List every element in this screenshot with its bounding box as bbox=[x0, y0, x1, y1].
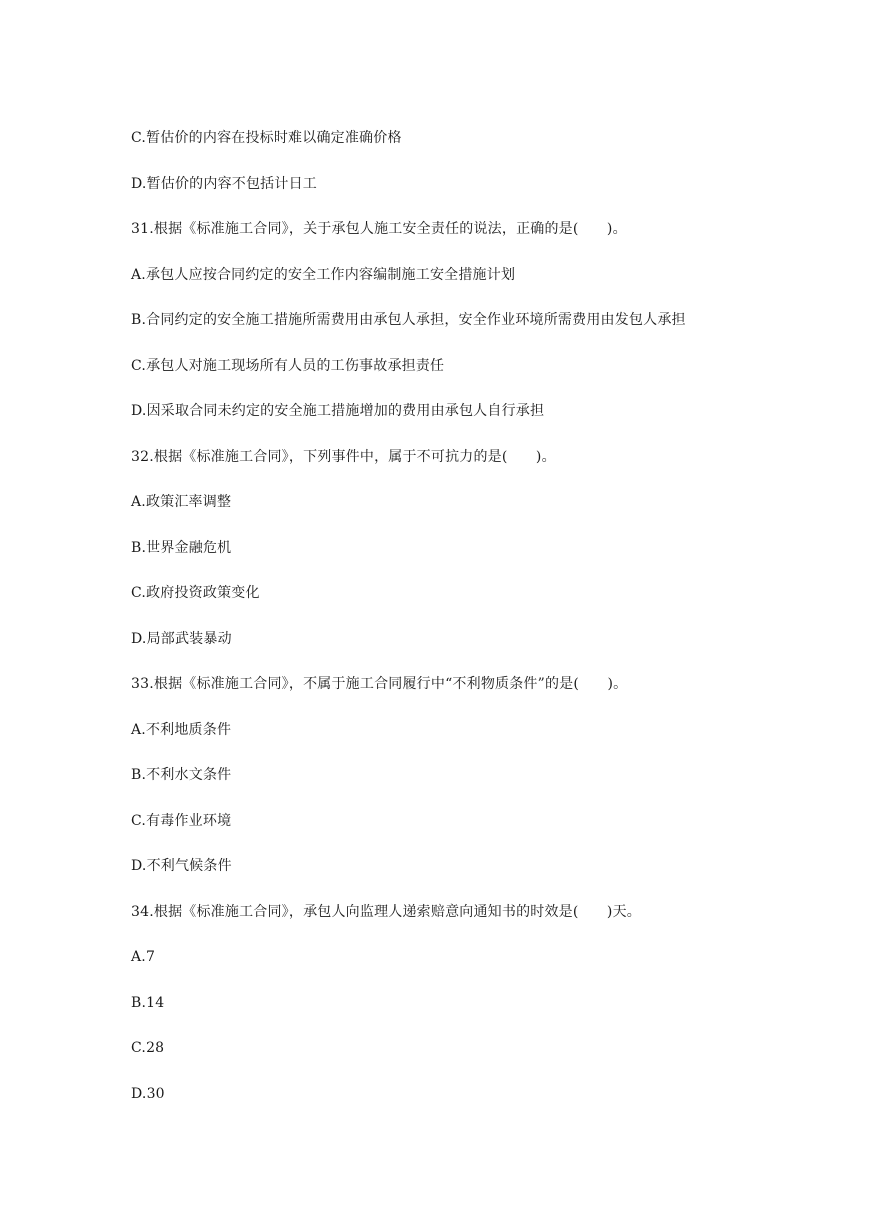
q32-option-a: A.政策汇率调整 bbox=[131, 494, 232, 510]
q34-option-a: A.7 bbox=[131, 949, 156, 965]
q32-option-d: D.局部武装暴动 bbox=[131, 631, 232, 647]
q32-option-b: B.世界金融危机 bbox=[131, 540, 232, 556]
question-32: 32.根据《标准施工合同》，下列事件中，属于不可抗力的是( )。 bbox=[131, 449, 556, 465]
q33-option-d: D.不利气候条件 bbox=[131, 858, 232, 874]
question-33: 33.根据《标准施工合同》，不属于施工合同履行中“不利物质条件”的是( )。 bbox=[131, 676, 628, 692]
q31-option-d: D.因采取合同未约定的安全施工措施增加的费用由承包人自行承担 bbox=[131, 403, 545, 419]
question-31: 31.根据《标准施工合同》，关于承包人施工安全责任的说法，正确的是( )。 bbox=[131, 221, 627, 237]
q33-option-a: A.不利地质条件 bbox=[131, 722, 232, 738]
q31-option-c: C.承包人对施工现场所有人员的工伤事故承担责任 bbox=[131, 358, 445, 374]
question-34: 34.根据《标准施工合同》，承包人向监理人递索赔意向通知书的时效是( )天。 bbox=[131, 904, 641, 920]
q34-option-d: D.30 bbox=[131, 1086, 165, 1102]
q32-option-c: C.政府投资政策变化 bbox=[131, 585, 260, 601]
q33-option-b: B.不利水文条件 bbox=[131, 767, 232, 783]
q33-option-c: C.有毒作业环境 bbox=[131, 813, 232, 829]
q31-option-b: B.合同约定的安全施工措施所需费用由承包人承担，安全作业环境所需费用由发包人承担 bbox=[131, 312, 686, 328]
q31-option-a: A.承包人应按合同约定的安全工作内容编制施工安全措施计划 bbox=[131, 267, 516, 283]
q30-option-d: D.暂估价的内容不包括计日工 bbox=[131, 176, 317, 192]
q30-option-c: C.暂估价的内容在投标时难以确定准确价格 bbox=[131, 130, 402, 146]
q34-option-c: C.28 bbox=[131, 1040, 165, 1056]
q34-option-b: B.14 bbox=[131, 995, 165, 1011]
